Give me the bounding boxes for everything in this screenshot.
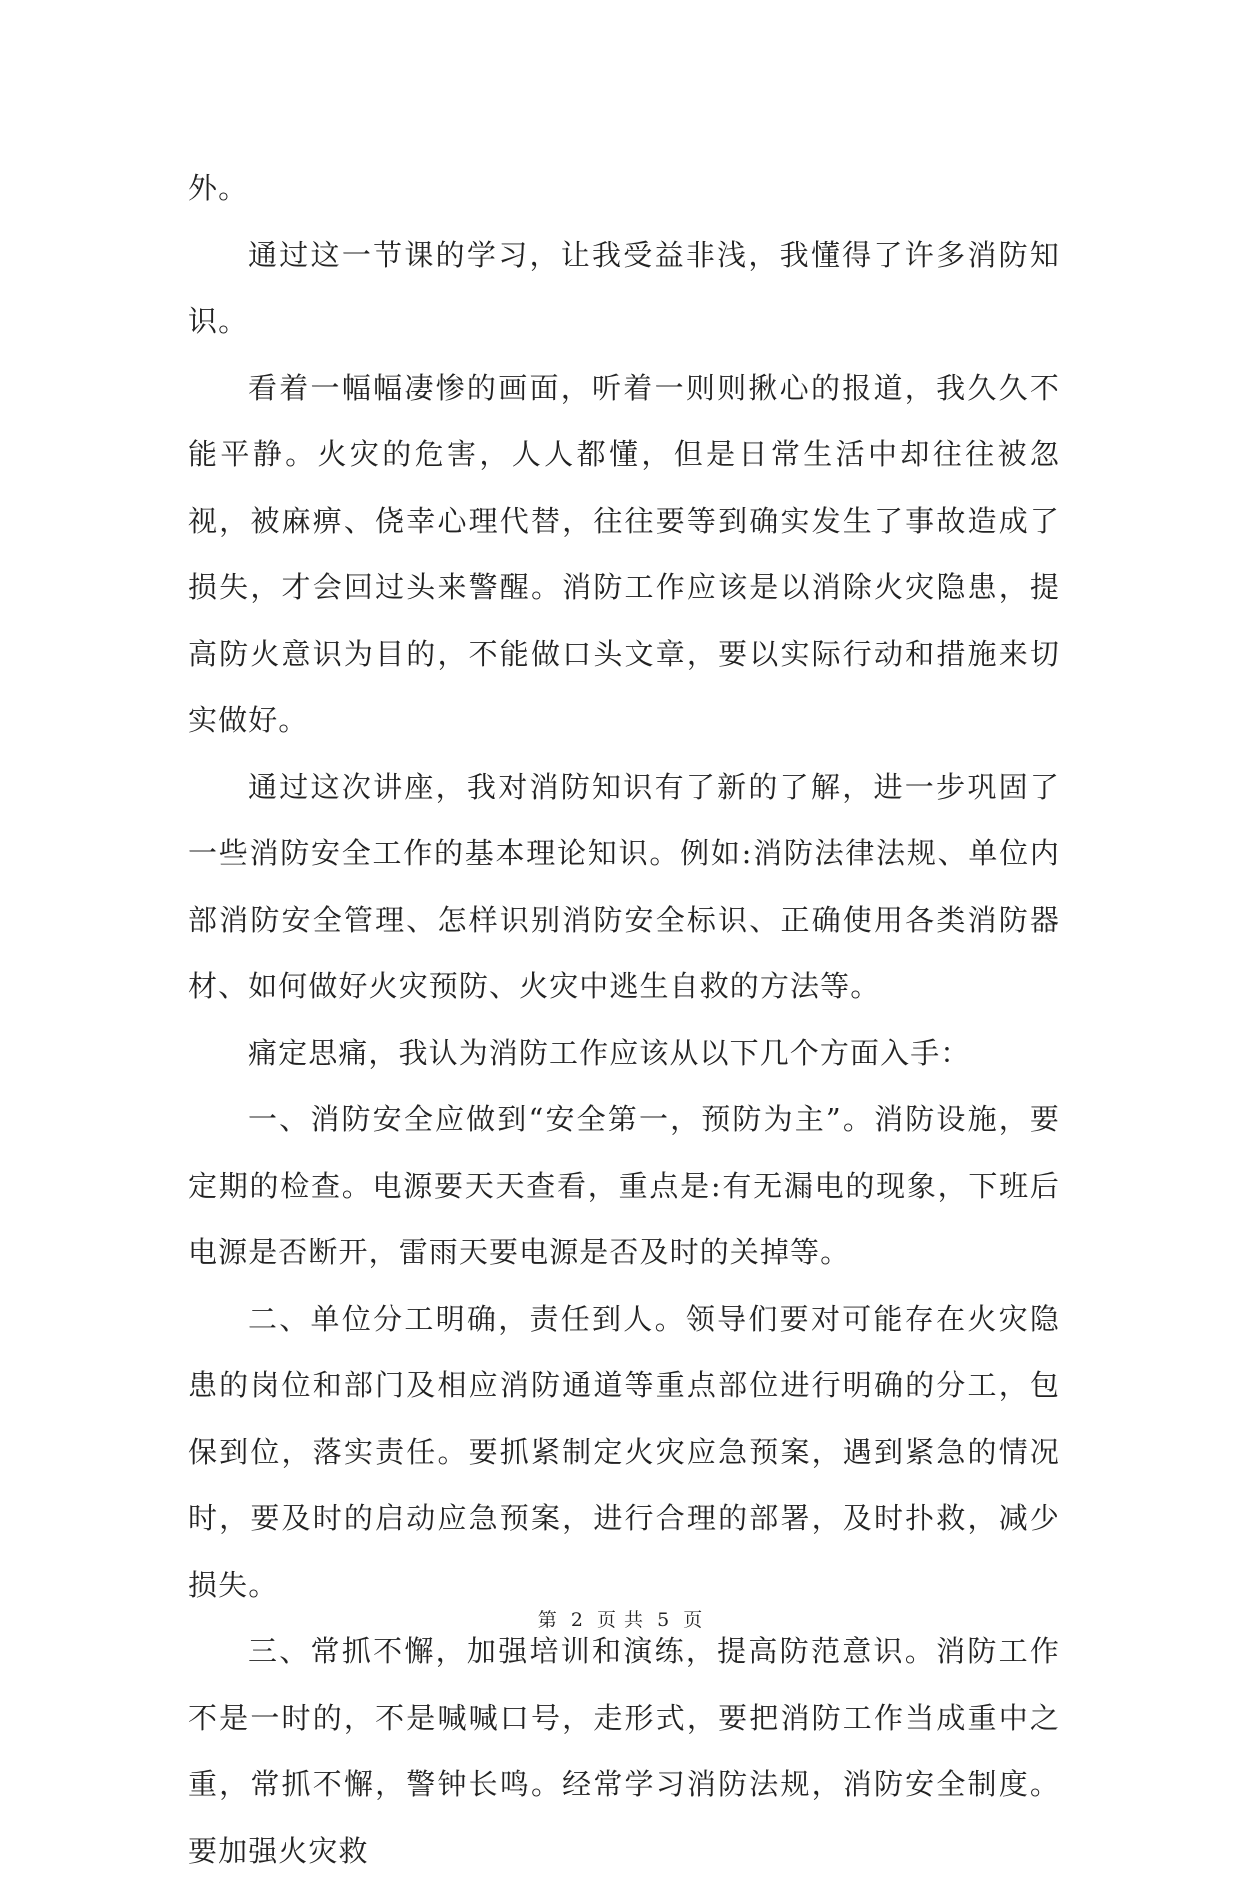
footer-suffix: 页	[683, 1609, 704, 1631]
current-page-number: 2	[570, 1609, 584, 1631]
paragraph: 三、常抓不懈，加强培训和演练，提高防范意识。消防工作不是一时的，不是喊喊口号，走形式，要把消防工作当成重中之重，常抓不懈，警钟长鸣。经常学习消防法规，消防安全制度。要加强火灾救	[188, 1634, 1060, 1868]
footer-prefix: 第	[537, 1609, 558, 1631]
footer-middle: 页 共	[596, 1609, 645, 1631]
paragraph: 看着一幅幅凄惨的画面，听着一则则揪心的报道，我久久不能平静。火灾的危害，人人都懂，但是日常生活中却往往被忽视，被麻痹、侥幸心理代替，往往要等到确实发生了事故造成了损失，才会回过头来警醒。消防工作应该是以消除火灾隐患，提高防火意识为目的，不能做口头文章，要以实际行动和措施来切实做好。	[188, 370, 1060, 737]
paragraph: 通过这次讲座，我对消防知识有了新的了解，进一步巩固了一些消防安全工作的基本理论知识。例如:消防法律法规、单位内部消防安全管理、怎样识别消防安全标识、正确使用各类消防器材、如何做好火灾预防、火灾中逃生自救的方法等。	[188, 769, 1060, 1003]
paragraph: 二、单位分工明确，责任到人。领导们要对可能存在火灾隐患的岗位和部门及相应消防通道等重点部位进行明确的分工，包保到位，落实责任。要抓紧制定火灾应急预案，遇到紧急的情况时，要及时的启动应急预案，进行合理的部署，及时扑救，减少损失。	[188, 1301, 1060, 1602]
paragraph: 痛定思痛，我认为消防工作应该从以下几个方面入手：	[248, 1035, 971, 1070]
page-footer	[0, 1608, 1241, 1632]
paragraph: 外。	[188, 171, 249, 205]
paragraph: 一、消防安全应做到“安全第一，预防为主”。消防设施，要定期的检查。电源要天天查看，重点是:有无漏电的现象，下班后电源是否断开，雷雨天要电源是否及时的关掉等。	[188, 1102, 1060, 1269]
total-pages-number: 5	[657, 1609, 671, 1631]
paragraph: 通过这一节课的学习，让我受益非浅，我懂得了许多消防知识。	[188, 237, 1060, 338]
